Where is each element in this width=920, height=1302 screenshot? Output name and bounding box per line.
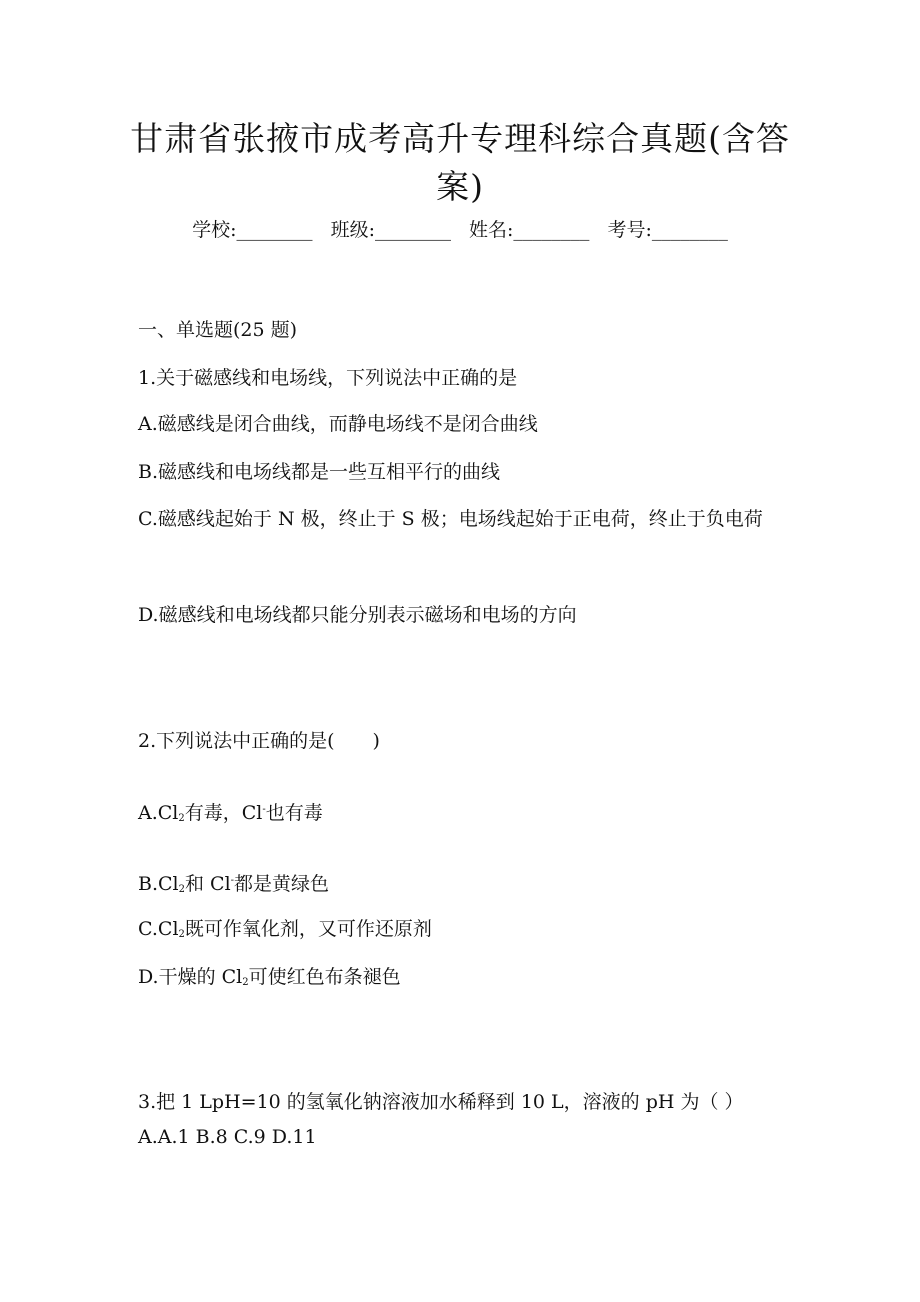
question-2-option-c: [138, 915, 432, 949]
section-heading: 一、单选题(25 题): [138, 319, 298, 341]
option-a-subscript: 2: [178, 813, 185, 824]
question-2-option-d: [138, 963, 401, 997]
option-b-prefix: B.Cl: [138, 873, 179, 895]
option-d-subscript: 2: [242, 977, 249, 988]
option-b-superscript: -: [230, 875, 235, 886]
school-field: 学校:________: [192, 219, 313, 241]
document-title: 甘肃省张掖市成考高升专理科综合真题(含答案): [130, 119, 790, 206]
question-2-option-b: [138, 867, 329, 904]
option-b-middle: 和 Cl: [185, 873, 231, 895]
option-a-middle: 有毒，Cl: [184, 802, 263, 824]
option-d-end: 可使红色布条褪色: [248, 966, 401, 988]
option-a-prefix: A.Cl: [138, 802, 179, 824]
student-info-fields: [0, 216, 920, 244]
option-d-prefix: D.干燥的 Cl: [138, 966, 243, 988]
question-1-option-a: A.磁感线是闭合曲线，而静电场线不是闭合曲线: [138, 413, 538, 435]
option-b-subscript: 2: [178, 884, 185, 895]
question-1-option-c: C.磁感线起始于 N 极，终止于 S 极；电场线起始于正电荷，终止于负电荷: [138, 508, 763, 530]
option-c-end: 既可作氧化剂，又可作还原剂: [184, 918, 432, 940]
question-3-options: A.A.1 B.8 C.9 D.11: [138, 1126, 317, 1148]
option-a-end: 也有毒: [265, 802, 323, 824]
option-c-subscript: 2: [178, 929, 185, 940]
question-1-stem: 1.关于磁感线和电场线，下列说法中正确的是: [138, 367, 518, 389]
question-3-stem: 3.把 1 LpH=10 的氢氧化钠溶液加水稀释到 10 L，溶液的 pH 为（ ）: [138, 1091, 744, 1113]
option-c-prefix: C.Cl: [138, 918, 179, 940]
name-field: 姓名:________: [469, 219, 590, 241]
exam-number-field: 考号:________: [607, 219, 728, 241]
option-a-superscript: -: [262, 804, 266, 815]
class-field: 班级:________: [330, 219, 451, 241]
option-b-end: 都是黄绿色: [234, 873, 330, 895]
question-2-stem: 2.下列说法中正确的是( ): [138, 730, 380, 752]
question-1-option-d: D.磁感线和电场线都只能分别表示磁场和电场的方向: [138, 604, 577, 626]
question-1-option-b: B.磁感线和电场线都是一些互相平行的曲线: [138, 461, 501, 483]
question-2-option-a: [138, 796, 323, 833]
